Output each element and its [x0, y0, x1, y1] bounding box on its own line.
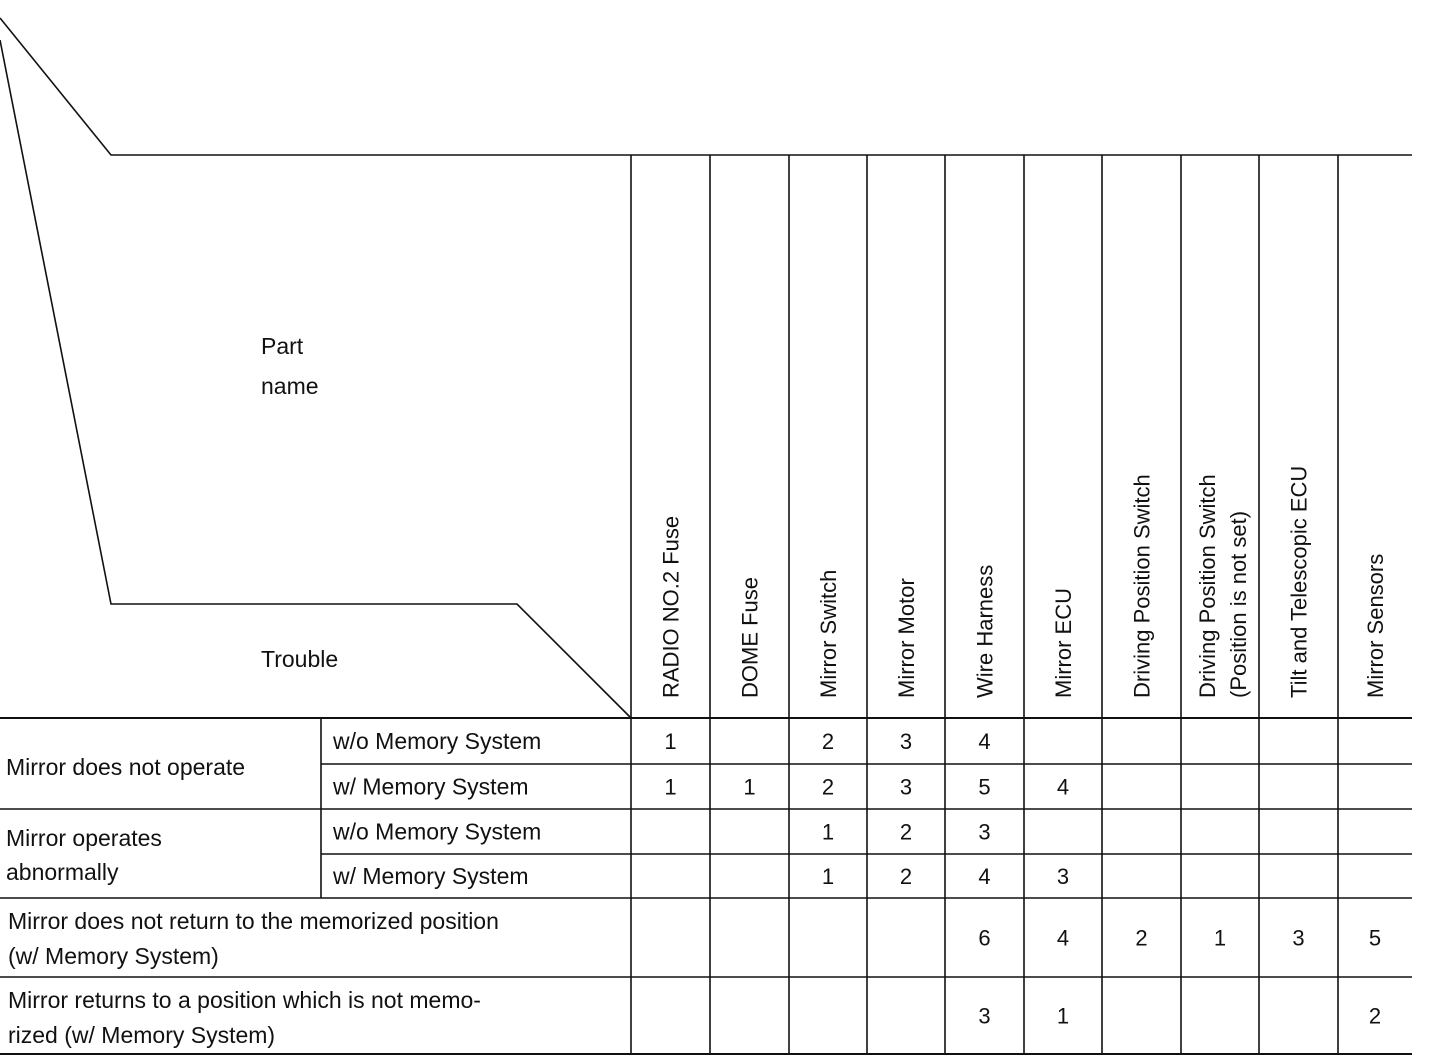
- trouble-label-line: rized (w/ Memory System): [8, 1022, 276, 1048]
- trouble-group-label: Mirror operates: [6, 825, 162, 851]
- order-cell: 1: [664, 774, 677, 800]
- order-cell: 4: [978, 729, 991, 754]
- order-cell: 1: [821, 864, 835, 889]
- order-cell: 5: [1368, 925, 1382, 951]
- column-header: Driving Position Switch: [1129, 474, 1155, 698]
- trouble-label-line: Mirror does not return to the memorized position: [8, 908, 499, 934]
- column-header: Wire Harness: [972, 564, 998, 698]
- order-cell: 6: [978, 925, 991, 951]
- trouble-label-line: (w/ Memory System): [8, 943, 219, 969]
- order-cell: 4: [978, 864, 991, 889]
- column-header: Driving Position Switch: [1195, 474, 1220, 698]
- column-header: Mirror Sensors: [1363, 553, 1388, 698]
- order-cell: 3: [1056, 864, 1070, 889]
- trouble-sub-label: w/ Memory System: [333, 773, 529, 800]
- part-name-label: name: [261, 373, 319, 399]
- order-cell: 3: [978, 819, 991, 845]
- order-cell: 3: [899, 774, 913, 800]
- order-cell: 1: [1056, 1003, 1070, 1029]
- order-cell: 2: [1135, 925, 1148, 951]
- trouble-group-label: abnormally: [6, 859, 119, 885]
- order-cell: 1: [1213, 925, 1227, 951]
- trouble-label-line: Mirror returns to a position which is not memo-: [8, 987, 481, 1013]
- order-cell: 1: [821, 819, 835, 845]
- trouble-group-label: Mirror does not operate: [6, 754, 246, 780]
- order-cell: 2: [899, 864, 913, 889]
- trouble-sub-label: w/o Memory System: [333, 818, 542, 845]
- column-header: Mirror Switch: [816, 569, 841, 698]
- order-cell: 3: [978, 1003, 991, 1029]
- order-cell: 4: [1056, 774, 1070, 800]
- order-cell: 3: [1292, 925, 1305, 951]
- column-header: DOME Fuse: [737, 576, 763, 698]
- part-name-label: Part: [261, 333, 304, 359]
- order-cell: 1: [664, 729, 677, 754]
- order-cell: 3: [899, 729, 913, 754]
- column-header: Tilt and Telescopic ECU: [1286, 465, 1312, 698]
- trouble-sub-label: w/o Memory System: [333, 728, 542, 754]
- header-top-slant-line: [0, 18, 631, 155]
- order-cell: 2: [899, 819, 913, 845]
- column-header: RADIO NO.2 Fuse: [658, 515, 684, 698]
- order-cell: 4: [1056, 925, 1070, 951]
- column-header: Mirror ECU: [1051, 588, 1076, 698]
- column-header: Mirror Motor: [894, 578, 919, 698]
- order-cell: 1: [743, 774, 756, 800]
- order-cell: 2: [821, 774, 835, 800]
- trouble-sub-label: w/ Memory System: [333, 863, 529, 889]
- order-cell: 2: [821, 729, 835, 754]
- order-cell: 5: [978, 774, 991, 800]
- order-cell: 2: [1368, 1003, 1382, 1029]
- trouble-label: Trouble: [261, 646, 339, 672]
- column-header: (Position is not set): [1226, 510, 1251, 698]
